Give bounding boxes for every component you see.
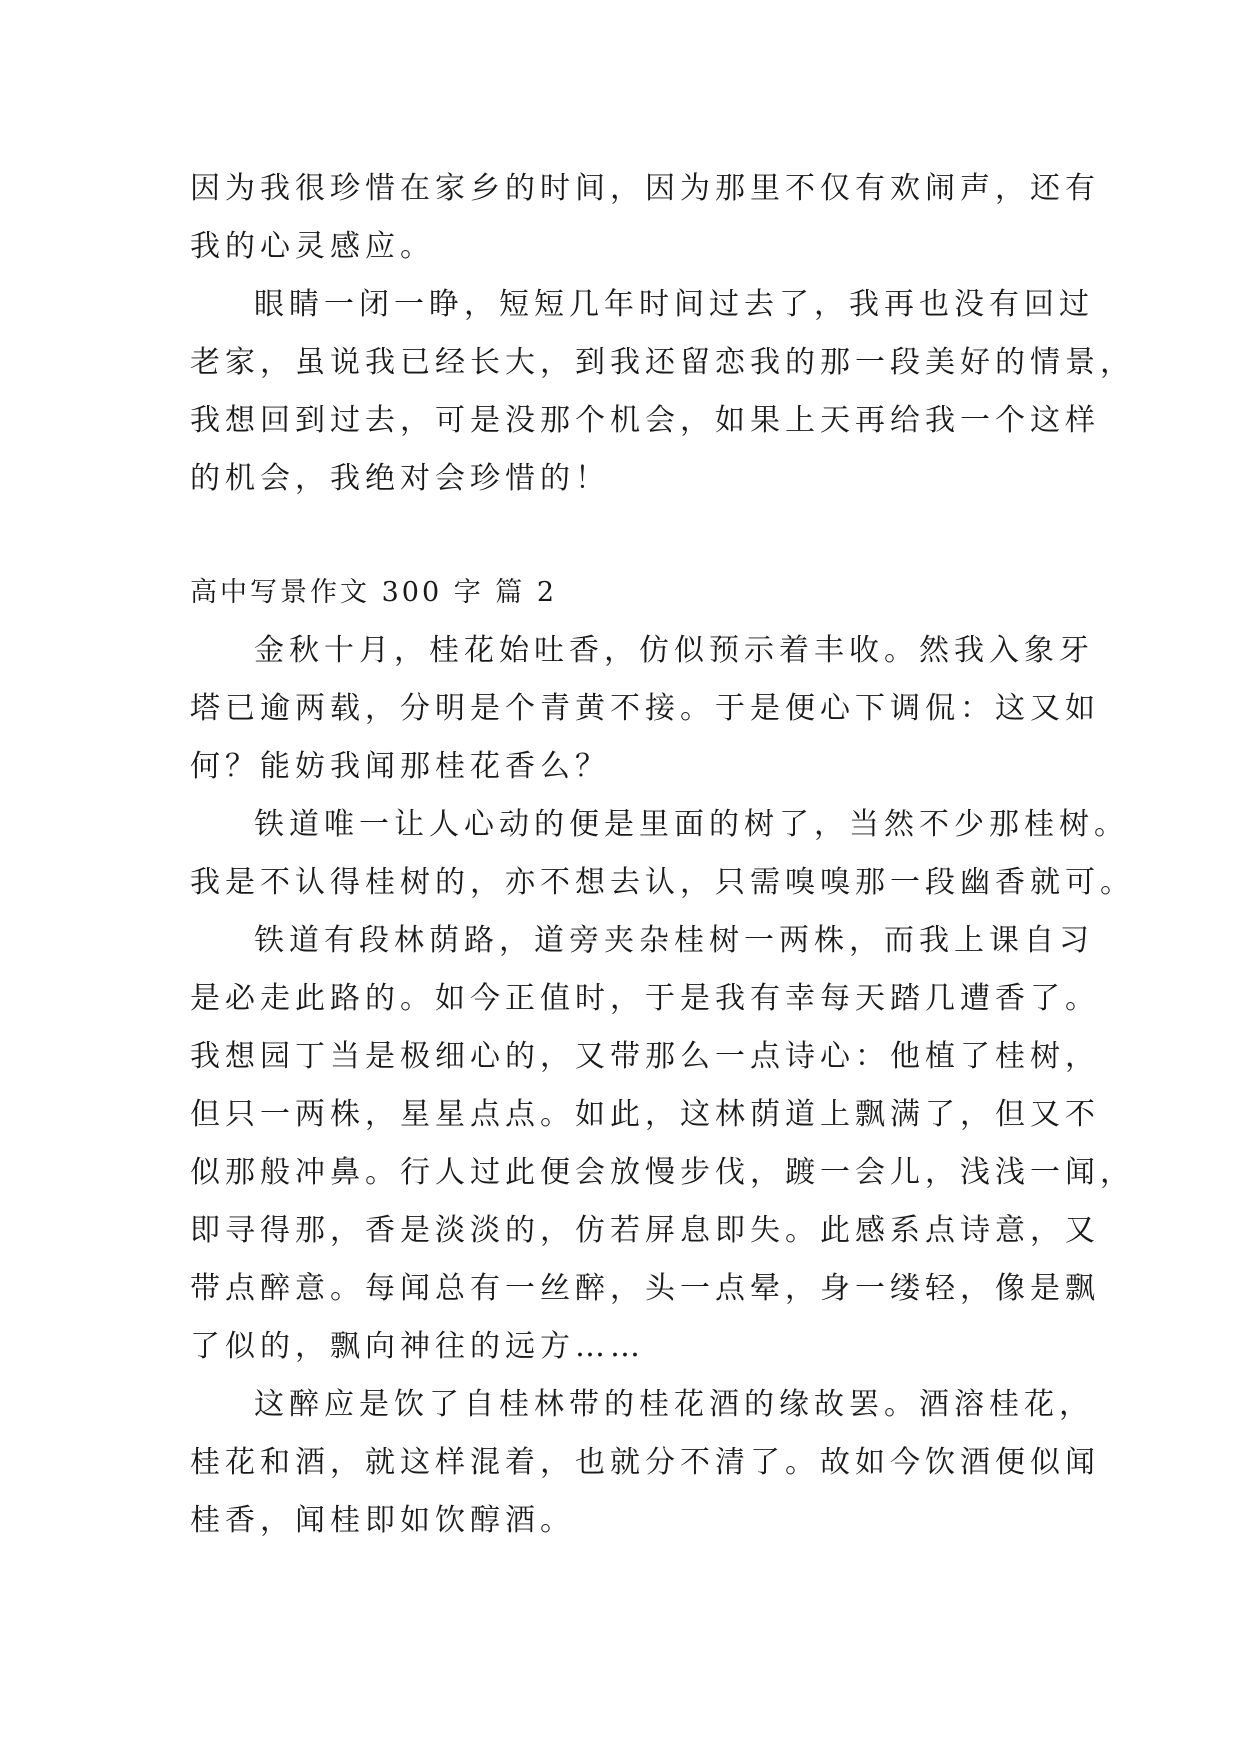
- text-line: 我想园丁当是极细心的，又带那么一点诗心：他植了桂树，: [190, 1039, 1100, 1074]
- text-line: 桂花和酒，就这样混着，也就分不清了。故如今饮酒便似闻: [190, 1445, 1100, 1480]
- text-line: 即寻得那，香是淡淡的，仿若屏息即失。此感系点诗意，又: [190, 1213, 1100, 1248]
- text-line: 的机会，我绝对会珍惜的！: [190, 461, 610, 496]
- paragraph: [190, 796, 1135, 912]
- paragraph: [190, 1376, 1100, 1550]
- text-line: 塔已逾两载，分明是个青黄不接。于是便心下调侃：这又如: [190, 691, 1100, 726]
- text-line: 铁道有段林荫路，道旁夹杂桂树一两株，而我上课自习: [254, 923, 1094, 958]
- text-line: 了似的，飘向神往的远方……: [190, 1329, 645, 1364]
- text-line: 似那般冲鼻。行人过此便会放慢步伐，踱一会儿，浅浅一闻，: [190, 1155, 1135, 1190]
- paragraph: [190, 276, 1135, 508]
- text-line: 带点醉意。每闻总有一丝醉，头一点晕，身一缕轻，像是飘: [190, 1271, 1100, 1306]
- paragraph: [190, 622, 1100, 796]
- text-line: 我想回到过去，可是没那个机会，如果上天再给我一个这样: [190, 403, 1100, 438]
- text-line: 我是不认得桂树的，亦不想去认，只需嗅嗅那一段幽香就可。: [190, 865, 1135, 900]
- section-spacer: [190, 508, 1055, 564]
- text-line: 但只一两株，星星点点。如此，这林荫道上飘满了，但又不: [190, 1097, 1100, 1132]
- text-line: 桂香，闻桂即如饮醇酒。: [190, 1503, 575, 1538]
- text-line: 眼睛一闭一睁，短短几年时间过去了，我再也没有回过: [254, 287, 1094, 322]
- paragraph: [190, 160, 1100, 276]
- paragraph: [190, 912, 1135, 1376]
- text-line: 我的心灵感应。: [190, 229, 435, 264]
- section-heading: 高中写景作文 300 字 篇 2: [190, 577, 558, 608]
- text-line: 这醉应是饮了自桂林带的桂花酒的缘故罢。酒溶桂花，: [254, 1387, 1094, 1422]
- text-line: 因为我很珍惜在家乡的时间，因为那里不仅有欢闹声，还有: [190, 171, 1100, 206]
- document-page: [190, 160, 1135, 1550]
- text-line: 老家，虽说我已经长大，到我还留恋我的那一段美好的情景，: [190, 345, 1135, 380]
- text-line: 铁道唯一让人心动的便是里面的树了，当然不少那桂树。: [254, 807, 1129, 842]
- text-line: 何？能妨我闻那桂花香么？: [190, 749, 610, 784]
- text-line: 是必走此路的。如今正值时，于是我有幸每天踏几遭香了。: [190, 981, 1100, 1016]
- text-line: 金秋十月，桂花始吐香，仿似预示着丰收。然我入象牙: [254, 633, 1094, 668]
